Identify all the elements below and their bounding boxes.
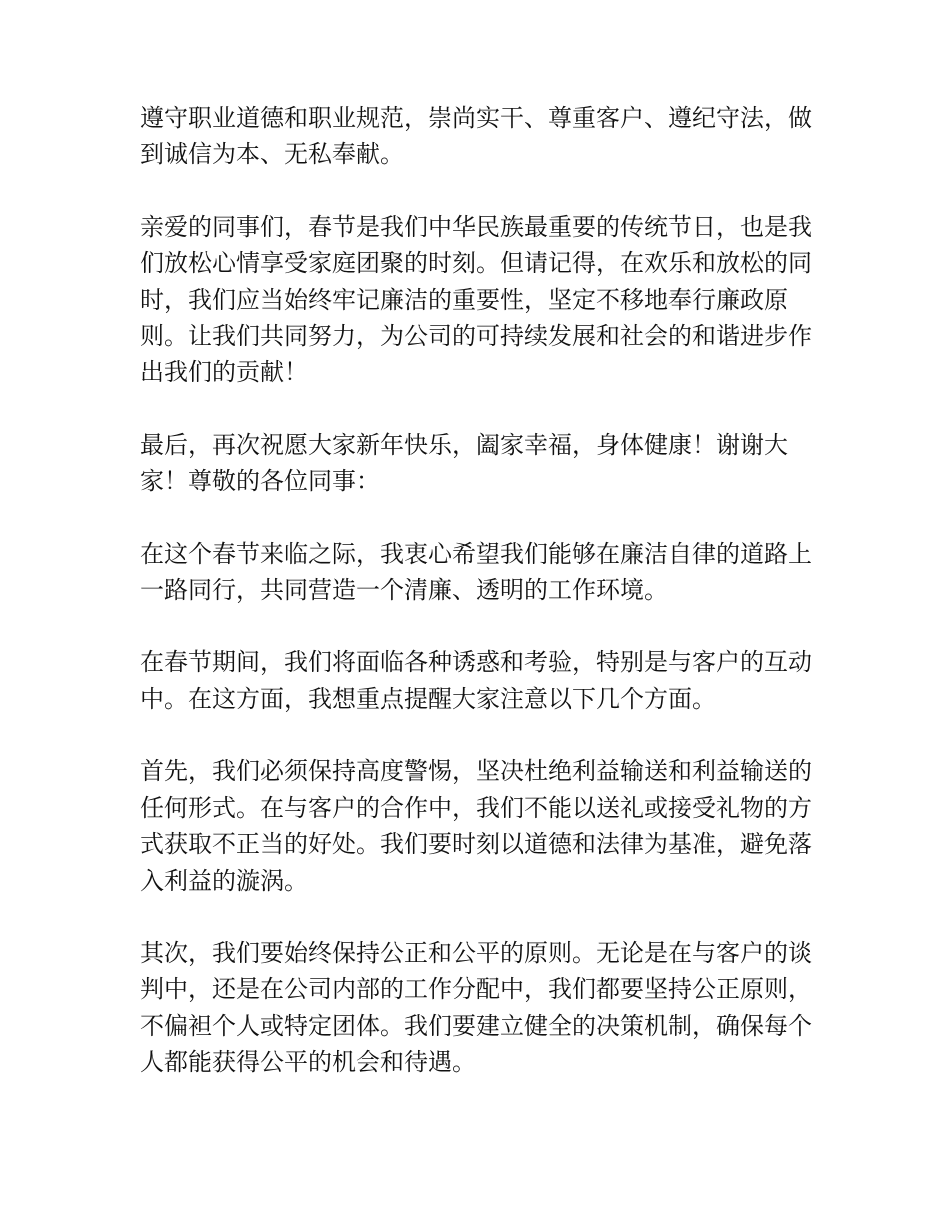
paragraph-4: 在这个春节来临之际，我衷心希望我们能够在廉洁自律的道路上一路同行，共同营造一个清廉、透明的工作环境。 <box>140 539 812 605</box>
paragraph-5: 在春节期间，我们将面临各种诱惑和考验，特别是与客户的互动中。在这方面，我想重点提醒大家注意以下几个方面。 <box>140 648 812 713</box>
paragraph-1: 遵守职业道德和职业规范，崇尚实干、尊重客户、遵纪守法，做到诚信为本、无私奉献。 <box>140 104 812 169</box>
paragraph-7: 其次，我们要始终保持公正和公平的原则。无论是在与客户的谈判中，还是在公司内部的工作分配中，我们都要坚持公正原则，不偏袒个人或特定团体。我们要建立健全的决策机制，确保每个人都能获得公平的机会和待遇。 <box>140 938 812 1077</box>
paragraph-6: 首先，我们必须保持高度警惕，坚决杜绝利益输送和利益输送的任何形式。在与客户的合作中，我们不能以送礼或接受礼物的方式获取不正当的好处。我们要时刻以道德和法律为基准，避免落入利益的漩涡。 <box>140 757 812 895</box>
document-page <box>140 100 812 1117</box>
paragraph-2: 亲爱的同事们，春节是我们中华民族最重要的传统节日，也是我们放松心情享受家庭团聚的时刻。但请记得，在欢乐和放松的同时，我们应当始终牢记廉洁的重要性，坚定不移地奉行廉政原则。让我们共同努力，为公司的可持续发展和社会的和谐进步作出我们的贡献！ <box>140 212 812 387</box>
paragraph-3: 最后，再次祝愿大家新年快乐，阖家幸福，身体健康！谢谢大家！尊敬的各位同事： <box>140 430 788 496</box>
